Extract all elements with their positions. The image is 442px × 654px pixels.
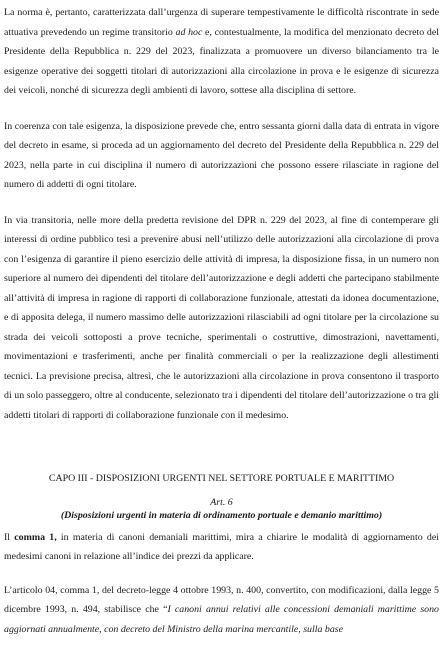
paragraph-transitional-regime: La norma è, pertanto, caratterizzata dall’urgenza di superare tempestivamente le difficoltà riscontrate in sede attuativa prevedendo un regime transitorio ad hoc e, contestualmente, la modifica del menzionato decreto del Presidente della Repubblica n. 229 del 2023, finalizzata a promuovere un diverso bilanciamento tra le esigenze operative dei soggetti titolari di autorizzazioni alla circolazione in prova e le esigenze di sicurezza dei veicoli, nonché di sicurezza degli ambienti di lavoro, sottese alla disciplina di settore. [4,7,439,96]
paragraph-comma-1: Il comma 1, in materia di canoni demaniali marittimi, mira a chiarire le modalità di aggiornamento dei medesimi canoni in relazione all’indice dei prezzi da applicare. [4,531,439,562]
paragraph-dpr-update: In coerenza con tale esigenza, la disposizione prevede che, entro sessanta giorni dalla data di entrata in vigore del decreto in esame, si proceda ad un aggiornamento del decreto del Presidente della Repubblica n. 229 del 2023, nella parte in cui disciplina il numero di autorizzazioni che possono essere rilasciate in ragione del numero di addetti di ogni titolare. [4,120,439,190]
article-number: Art. 6 [210,496,233,508]
article-title: (Disposizioni urgenti in materia di ordinamento portuale e demanio marittimo) [60,509,383,521]
chapter-heading: CAPO III - DISPOSIZIONI URGENTI NEL SETTORE PORTUALE E MARITTIMO [48,473,395,484]
paragraph-authorization-limits: In via transitoria, nelle more della predetta revisione del DPR n. 229 del 2023, al fine di contemperare gli interessi di ordine pubblico tesi a prevenire abusi nell’utilizzo delle autorizzazioni alla circolazione di prova con l’esigenza di garantire il pieno esercizio delle attività di impresa, la disposizione fissa, in un numero non superiore al numero dei dipendenti del titolare dell’autorizzazione e degli addetti che partecipano stabilmente all’attività di impresa in ragione di rapporti di collaborazione funzionale, attestati da idonea documentazione, e di apposita delega, il numero massimo delle autorizzazioni rilasciabili ad ogni titolare per la circolazione su strada dei veicoli sottoposti a prove tecniche, sperimentali o costruttive, dimostrazioni, navettamenti, movimentazioni e trasferimenti, anche per finalità commerciali o per la realizzazione degli allestimenti tecnici. La previsione precisa, altresì, che le autorizzazioni alla circolazione in prova consentono il trasporto di un solo passeggero, oltre al conducente, selezionato tra i dipendenti del titolare dell’autorizzazione o tra gli addetti titolari di rapporti di collaborazione funzionale con il medesimo. [4,214,439,421]
ad-hoc-term: ad hoc [175,26,203,38]
paragraph-decreto-legge: L’articolo 04, comma 1, del decreto-legge 4 ottobre 1993, n. 400, convertito, con modificazioni, dalla legge 5 dicembre 1993, n. 494, stabilisce che “I canoni annui relativi alle concessioni demaniali marittime sono aggiornati annualmente, con decreto del Ministro della marina mercantile, sulla base [4,584,439,635]
comma-1-label: comma 1, [14,531,57,543]
quoted-provision: I canoni annui relativi alle concessioni demaniali marittime sono aggiornati annualmente, con decreto del Ministro della marina mercantile, sulla base [4,604,439,635]
